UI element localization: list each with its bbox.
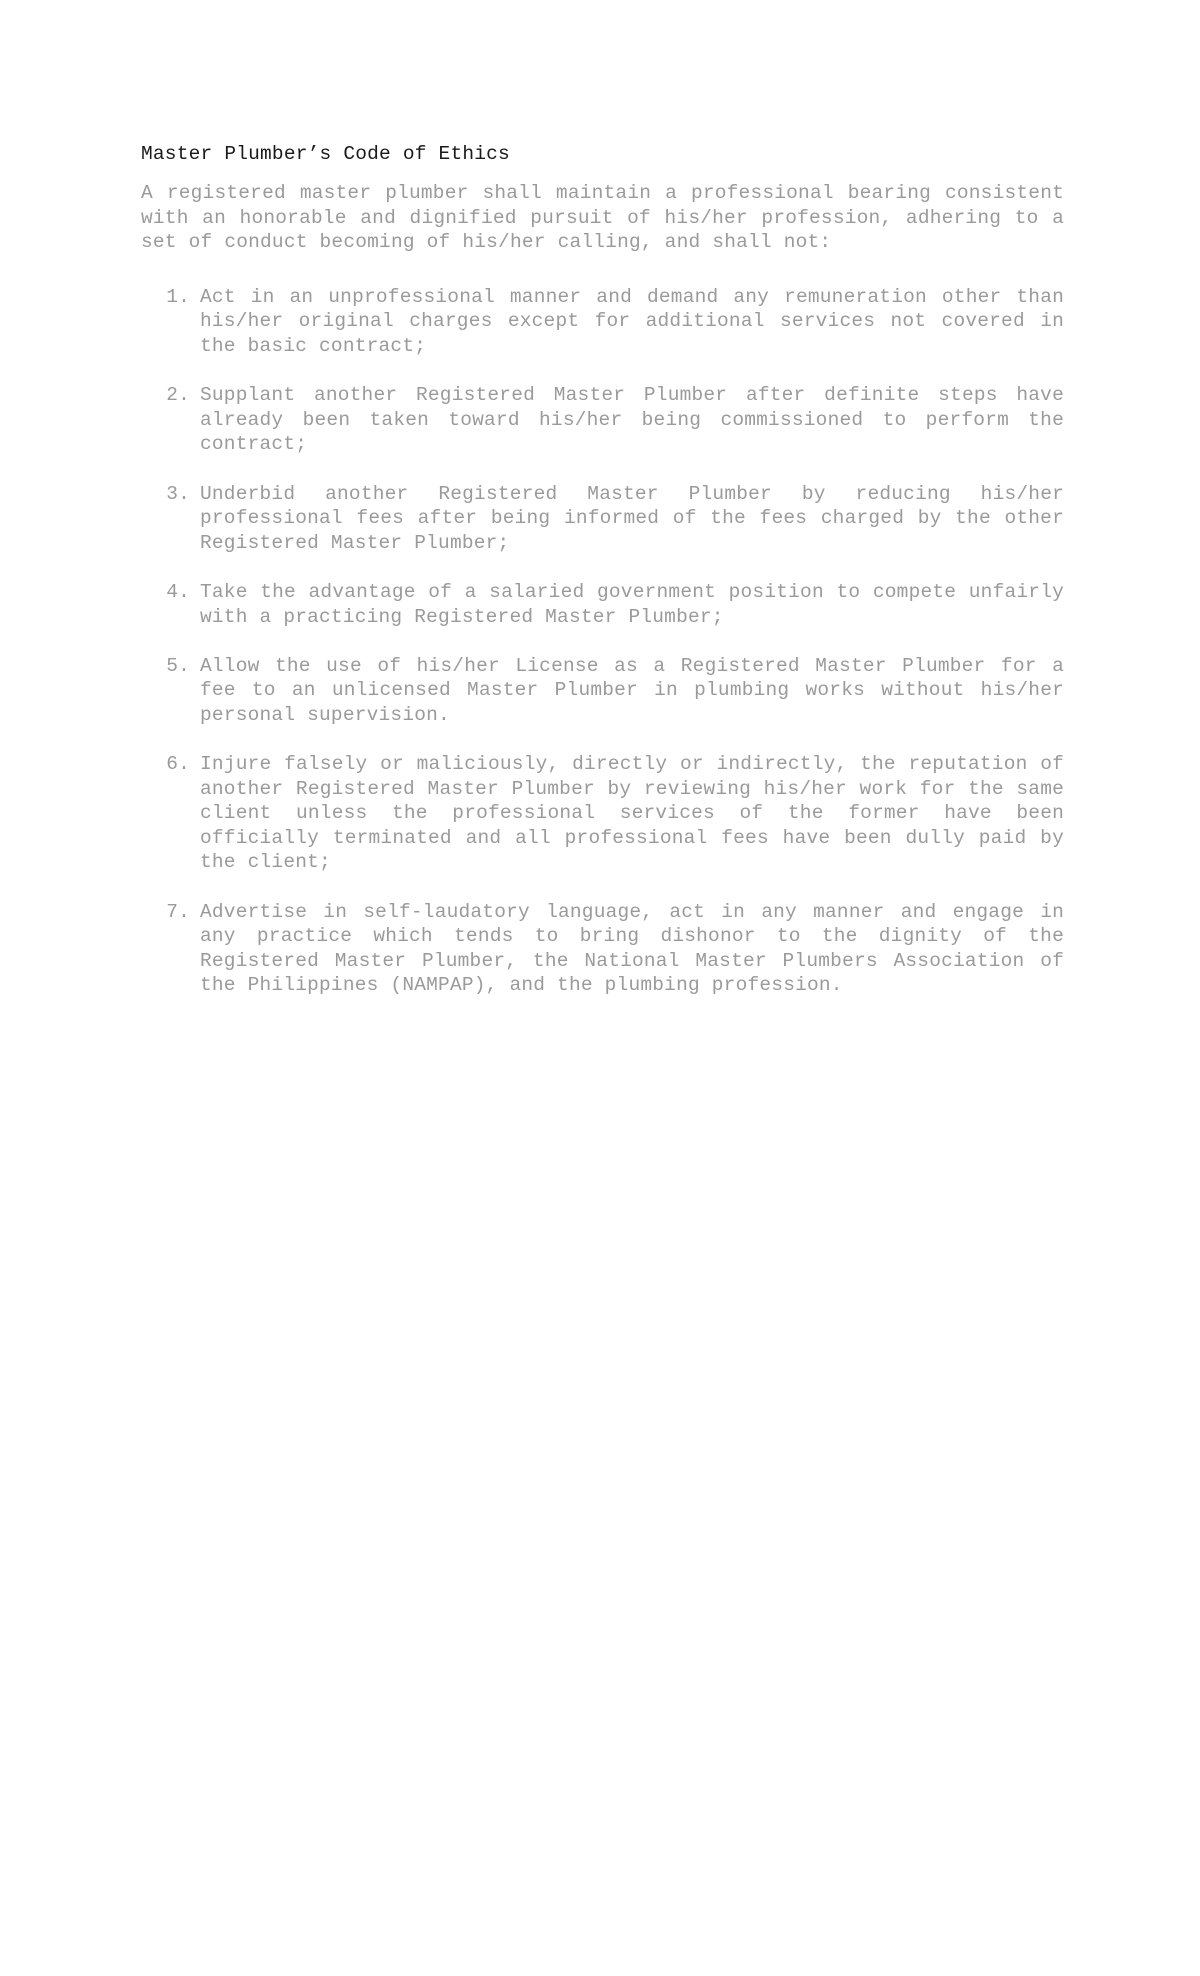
list-item-text: Allow the use of his/her License as a Registered Master Plumber for a fee to an unlicensed Master Plumber in plumbing works without his/her personal supervision.	[200, 654, 1064, 726]
list-item	[141, 285, 1064, 359]
list-item	[141, 900, 1064, 998]
list-item	[141, 654, 1064, 728]
list-item-number: 3.	[166, 482, 190, 505]
list-item	[141, 580, 1064, 629]
list-item	[141, 752, 1064, 875]
document-title: Master Plumber’s Code of Ethics	[141, 143, 510, 165]
list-item-text: Advertise in self-laudatory language, act in any manner and engage in any practice which tends to bring dishonor to the dignity of the Registered Master Plumber, the National Master Plumbers Association of the Philippines (NAMPAP), and the plumbing profession.	[200, 900, 1064, 997]
list-item-text: Act in an unprofessional manner and demand any remuneration other than his/her original charges except for additional services not covered in the basic contract;	[200, 285, 1064, 357]
list-item-number: 1.	[166, 285, 190, 308]
list-item	[141, 482, 1064, 556]
list-item-text: Injure falsely or maliciously, directly or indirectly, the reputation of another Registered Master Plumber by reviewing his/her work for the same client unless the professional services of the former have been officially terminated and all professional fees have been dully paid by the client;	[200, 753, 1064, 874]
list-item-number: 7.	[166, 900, 190, 923]
list-item-number: 5.	[166, 654, 190, 677]
list-item-number: 2.	[166, 384, 190, 407]
intro-paragraph: A registered master plumber shall maintain a professional bearing consistent with an honorable and dignified pursuit of his/her profession, adhering to a set of conduct becoming of his/her calling, and shall not:	[141, 182, 1064, 254]
list-item	[141, 383, 1064, 457]
document-page	[141, 140, 1064, 1023]
list-item-number: 4.	[166, 580, 190, 603]
list-item-text: Underbid another Registered Master Plumber by reducing his/her professional fees after being informed of the fees charged by the other Registered Master Plumber;	[200, 482, 1064, 554]
list-item-text: Supplant another Registered Master Plumber after definite steps have already been taken toward his/her being commissioned to perform the contract;	[200, 384, 1064, 456]
list-item-number: 6.	[166, 753, 190, 776]
ethics-list	[141, 285, 1064, 998]
list-item-text: Take the advantage of a salaried government position to compete unfairly with a practicing Registered Master Plumber;	[200, 580, 1064, 628]
